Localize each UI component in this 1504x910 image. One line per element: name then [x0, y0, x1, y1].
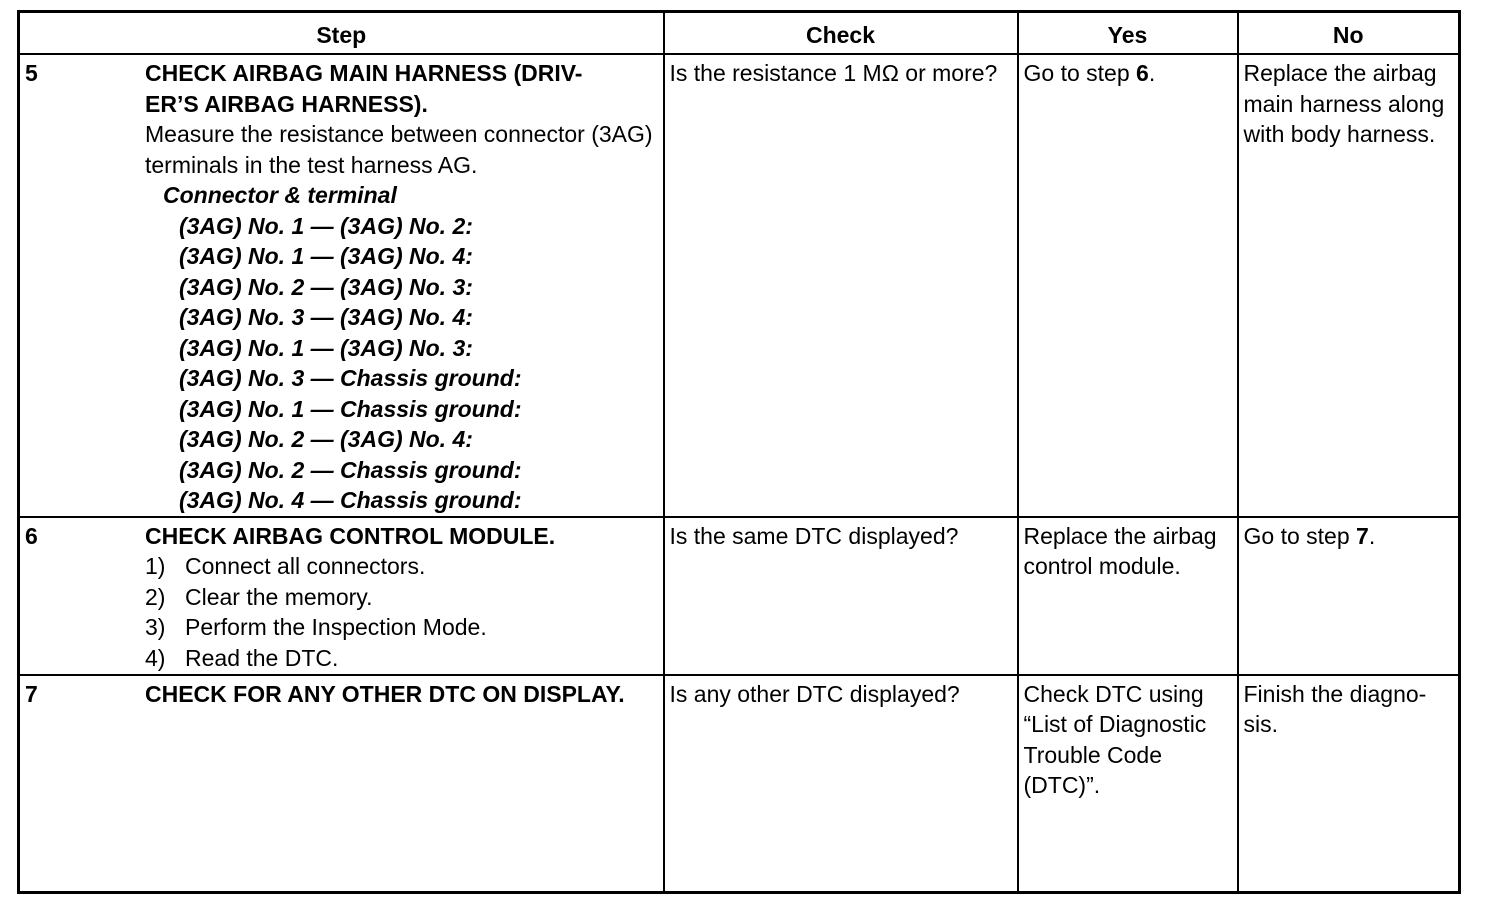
terminal-pair: (3AG) No. 1 — (3AG) No. 2: — [179, 212, 473, 239]
item-index: 2) — [145, 583, 166, 610]
step-number: 7 — [25, 680, 38, 707]
terminal-pair: (3AG) No. 2 — Chassis ground: — [179, 456, 522, 483]
list-item — [145, 551, 658, 582]
header-yes: Yes — [1018, 12, 1238, 55]
yes-cell — [1018, 54, 1238, 517]
no-cell: Finish the diagno-sis. — [1238, 675, 1460, 893]
item-text: Connect all connectors. — [185, 553, 426, 579]
list-item — [145, 612, 658, 643]
step-title-cont: ER’S AIRBAG HARNESS). — [145, 90, 428, 117]
step-number: 6 — [25, 522, 38, 549]
terminal-pair: (3AG) No. 4 — Chassis ground: — [179, 487, 522, 513]
header-step: Step — [19, 12, 664, 55]
item-index: 4) — [145, 644, 166, 671]
step-number: 5 — [25, 60, 38, 86]
header-no: No — [1238, 12, 1460, 55]
terminal-pair: (3AG) No. 1 — Chassis ground: — [179, 395, 522, 422]
item-index: 1) — [145, 553, 166, 579]
header-check: Check — [664, 12, 1018, 55]
no-step-ref: 7 — [1356, 522, 1369, 549]
terminal-pair: (3AG) No. 2 — (3AG) No. 4: — [179, 426, 473, 452]
yes-step-ref: 6 — [1136, 60, 1149, 86]
check-cell: Is any other DTC displayed? — [664, 675, 1018, 893]
header-row — [19, 12, 1460, 55]
terminal-pair: (3AG) No. 1 — (3AG) No. 3: — [179, 334, 473, 361]
terminal-pair: (3AG) No. 2 — (3AG) No. 3: — [179, 273, 473, 300]
item-text: Read the DTC. — [185, 644, 339, 671]
yes-cell: Replace the airbag control module. — [1018, 517, 1238, 675]
step-cell — [19, 675, 664, 893]
yes-text: Go to step — [1023, 60, 1137, 86]
no-cell: Replace the airbag main harness along with body harness. — [1238, 54, 1460, 517]
list-item — [145, 582, 658, 613]
list-item — [145, 643, 658, 674]
item-index: 3) — [145, 614, 166, 640]
connector-terminal-heading: Connector & terminal — [163, 182, 397, 208]
step-description: Measure the resistance between connector (3AG) terminals in the test harness AG. — [145, 121, 653, 178]
terminal-pair: (3AG) No. 3 — Chassis ground: — [179, 365, 522, 391]
yes-cell: Check DTC using “List of Diagnostic Trouble Code (DTC)”. — [1018, 675, 1238, 893]
no-suffix: . — [1368, 522, 1376, 549]
step-cell — [19, 517, 664, 675]
check-cell: Is the resistance 1 MΩ or more? — [664, 54, 1018, 517]
step-cell — [19, 54, 664, 517]
table-row — [19, 675, 1460, 893]
step-title: CHECK AIRBAG MAIN HARNESS (DRIV- — [145, 60, 583, 86]
no-text: Go to step — [1243, 522, 1357, 549]
yes-suffix: . — [1148, 60, 1156, 86]
no-cell — [1238, 517, 1460, 675]
item-text: Perform the Inspection Mode. — [185, 614, 487, 640]
item-text: Clear the memory. — [185, 583, 373, 610]
terminal-pair: (3AG) No. 1 — (3AG) No. 4: — [179, 243, 473, 269]
step-title: CHECK FOR ANY OTHER DTC ON DISPLAY. — [145, 680, 625, 707]
table-row — [19, 517, 1460, 675]
procedure-list — [145, 551, 658, 673]
step-title: CHECK AIRBAG CONTROL MODULE. — [145, 522, 556, 549]
terminal-pair: (3AG) No. 3 — (3AG) No. 4: — [179, 304, 473, 330]
diagnostic-table — [17, 10, 1461, 894]
check-cell: Is the same DTC displayed? — [664, 517, 1018, 675]
table-row — [19, 54, 1460, 517]
